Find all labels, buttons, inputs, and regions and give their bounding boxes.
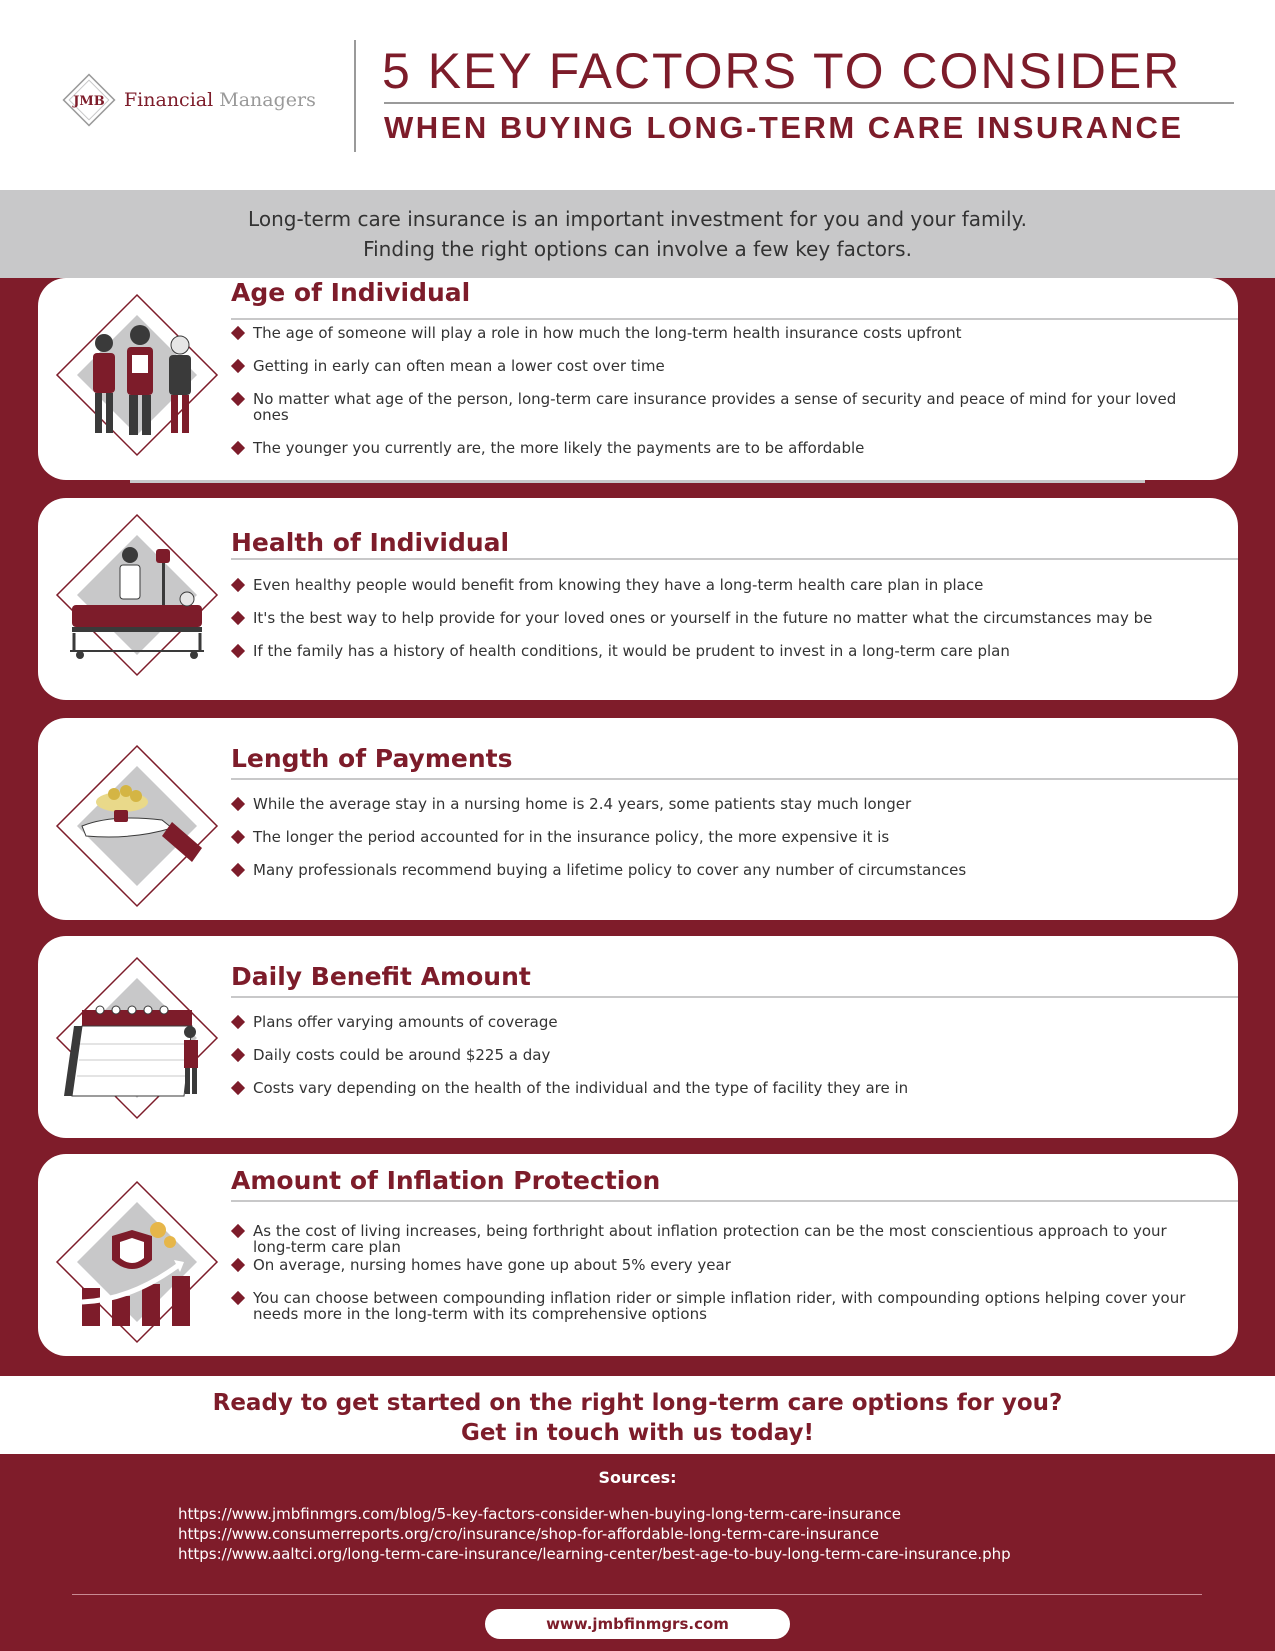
sources-list	[178, 1504, 1011, 1564]
diamond-bullet-icon	[231, 441, 245, 455]
factor-card-payments	[38, 718, 1238, 920]
section-title: Age of Individual	[231, 278, 471, 307]
sources-heading: Sources:	[598, 1468, 677, 1487]
logo-wordmark	[124, 89, 316, 111]
bullet-list	[253, 577, 1198, 659]
bullet-list	[253, 796, 1198, 878]
list-item: If the family has a history of health conditions, it would be prudent to invest in a long-term care plan	[253, 643, 1198, 659]
source-link[interactable]: https://www.aaltci.org/long-term-care-insurance/learning-center/best-age-to-buy-long-term-care-insurance.php	[178, 1545, 1011, 1563]
bullet-list	[253, 325, 1198, 456]
bullet-list	[253, 1014, 1198, 1096]
page-subtitle: WHEN BUYING LONG-TERM CARE INSURANCE	[384, 110, 1184, 145]
factor-card-health	[38, 498, 1238, 700]
intro-line-2: Finding the right options can involve a few key factors.	[363, 237, 912, 261]
section-title: Amount of Inflation Protection	[231, 1166, 661, 1195]
list-item: You can choose between compounding inflation rider or simple inflation rider, with compounding options helping cover your needs more in the long-term with its comprehensive options	[253, 1290, 1198, 1322]
list-item: Daily costs could be around $225 a day	[253, 1047, 1198, 1063]
shield-growth-icon	[52, 1180, 222, 1350]
factor-card-daily-benefit	[38, 936, 1238, 1138]
diamond-bullet-icon	[231, 1015, 245, 1029]
logo-initials: JMB	[73, 94, 105, 109]
source-link[interactable]: https://www.jmbfinmgrs.com/blog/5-key-factors-consider-when-buying-long-term-care-insurance	[178, 1505, 901, 1523]
list-item: No matter what age of the person, long-term care insurance provides a sense of security and peace of mind for your loved ones	[253, 391, 1198, 423]
diamond-bullet-icon	[231, 578, 245, 592]
logo-name-managers: Managers	[219, 89, 316, 111]
list-item: Many professionals recommend buying a lifetime policy to cover any number of circumstances	[253, 862, 1198, 878]
people-group-icon	[52, 293, 222, 463]
company-logo[interactable]	[60, 70, 320, 130]
section-rule	[231, 778, 1238, 780]
page-title: 5 KEY FACTORS TO CONSIDER	[382, 43, 1182, 99]
section-rule	[231, 1200, 1238, 1202]
intro-banner	[0, 190, 1275, 278]
header-divider	[354, 40, 356, 152]
header	[0, 0, 1275, 190]
logo-name-financial: Financial	[124, 89, 220, 111]
diamond-bullet-icon	[231, 1291, 245, 1305]
section-title: Health of Individual	[231, 528, 510, 557]
diamond-bullet-icon	[231, 611, 245, 625]
list-item: The age of someone will play a role in how much the long-term health insurance costs upfront	[253, 325, 1198, 341]
diamond-bullet-icon	[231, 1081, 245, 1095]
website-link[interactable]: www.jmbfinmgrs.com	[485, 1609, 790, 1639]
diamond-bullet-icon	[231, 392, 245, 406]
diamond-bullet-icon	[231, 1224, 245, 1238]
title-underline	[384, 102, 1234, 104]
list-item: Getting in early can often mean a lower cost over time	[253, 358, 1198, 374]
diamond-bullet-icon	[231, 359, 245, 373]
cta-line-2: Get in touch with us today!	[460, 1420, 815, 1446]
list-item: The younger you currently are, the more likely the payments are to be affordable	[253, 440, 1198, 456]
factor-card-inflation	[38, 1154, 1238, 1356]
jmb-logo-icon	[60, 71, 118, 129]
bullet-list	[253, 1223, 1198, 1322]
diamond-bullet-icon	[231, 1048, 245, 1062]
section-rule	[231, 558, 1238, 560]
section-rule	[231, 996, 1238, 998]
diamond-bullet-icon	[231, 1258, 245, 1272]
intro-line-1: Long-term care insurance is an important investment for you and your family.	[248, 207, 1027, 231]
diamond-bullet-icon	[231, 644, 245, 658]
hospital-bed-icon	[52, 513, 222, 683]
list-item: Costs vary depending on the health of the individual and the type of facility they are in	[253, 1080, 1198, 1096]
section-title: Length of Payments	[231, 744, 513, 773]
hand-with-coins-icon	[52, 744, 222, 914]
diamond-bullet-icon	[231, 797, 245, 811]
list-item: While the average stay in a nursing home is 2.4 years, some patients stay much longer	[253, 796, 1198, 812]
list-item: As the cost of living increases, being forthright about inflation protection can be the most conscientious approach to your long-term care plan	[253, 1223, 1198, 1255]
calendar-icon	[52, 956, 222, 1126]
footer	[0, 1454, 1275, 1651]
list-item: On average, nursing homes have gone up about 5% every year	[253, 1257, 1198, 1273]
list-item: It's the best way to help provide for your loved ones or yourself in the future no matter what the circumstances may be	[253, 610, 1198, 626]
source-link[interactable]: https://www.consumerreports.org/cro/insurance/shop-for-affordable-long-term-care-insurance	[178, 1525, 879, 1543]
call-to-action	[0, 1376, 1275, 1454]
list-item: Even healthy people would benefit from knowing they have a long-term health care plan in place	[253, 577, 1198, 593]
footer-divider	[72, 1594, 1202, 1595]
cta-line-1: Ready to get started on the right long-term care options for you?	[212, 1390, 1063, 1416]
diamond-bullet-icon	[231, 326, 245, 340]
diamond-bullet-icon	[231, 863, 245, 877]
section-rule	[231, 318, 1238, 320]
factor-card-age	[38, 278, 1238, 480]
section-title: Daily Benefit Amount	[231, 962, 531, 991]
diamond-bullet-icon	[231, 830, 245, 844]
list-item: Plans offer varying amounts of coverage	[253, 1014, 1198, 1030]
list-item: The longer the period accounted for in the insurance policy, the more expensive it is	[253, 829, 1198, 845]
